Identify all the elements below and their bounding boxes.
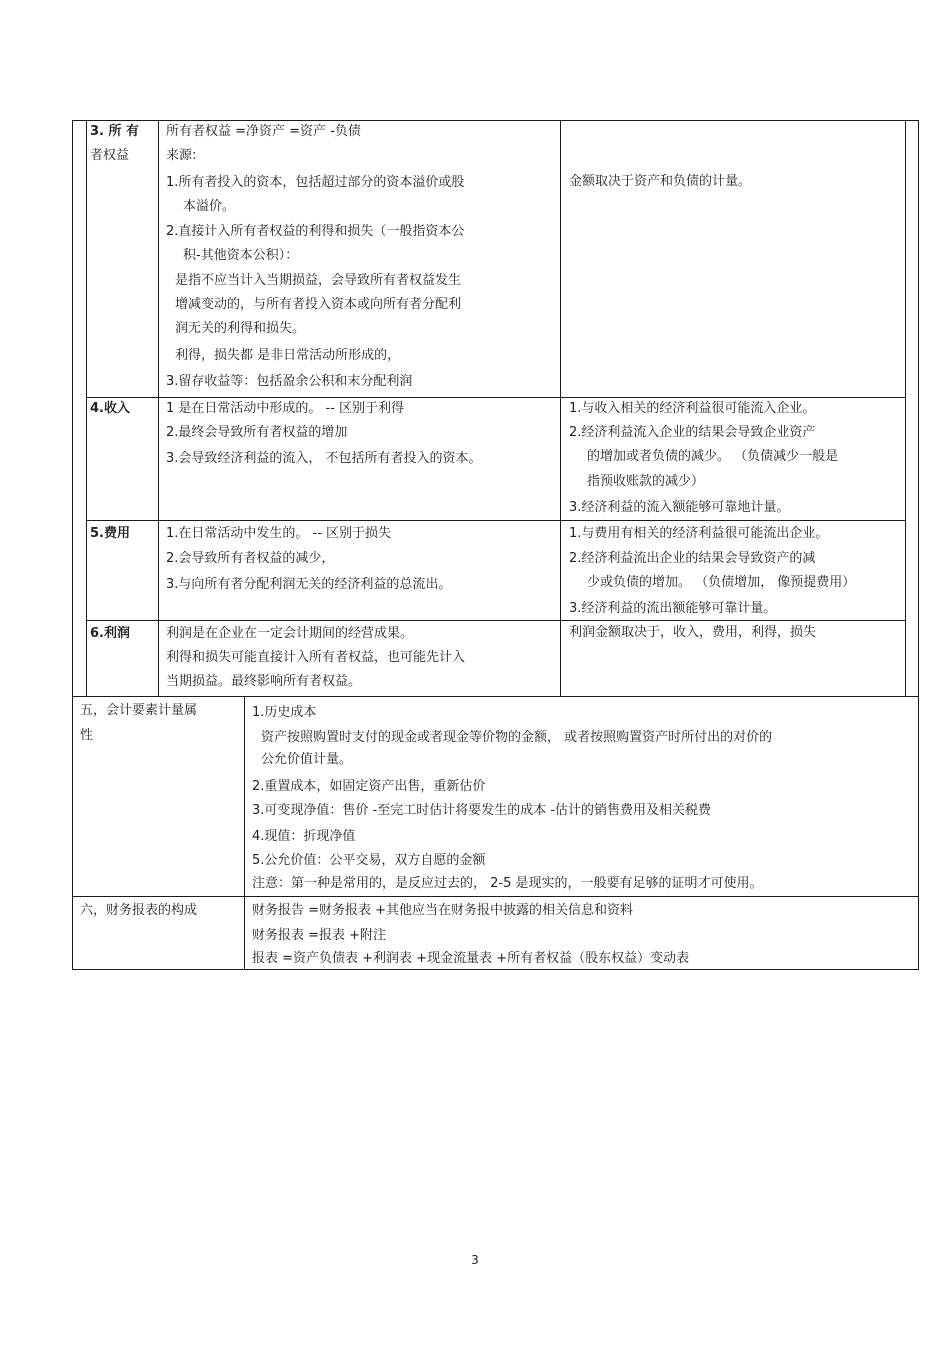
measurement-line: 1.历史成本 bbox=[252, 705, 317, 720]
expense-line: 1.在日常活动中发生的。 -- 区别于损失 bbox=[166, 526, 392, 541]
expense-line: 2.会导致所有者权益的减少， bbox=[166, 551, 335, 566]
rule-label-col bbox=[158, 120, 159, 697]
measurement-line: 资产按照购置时支付的现金或者现金等价物的金额， 或者按照购置资产时所付出的对价的 bbox=[261, 730, 773, 745]
measurement-line: 公允价值计量。 bbox=[261, 752, 353, 767]
revenue-line: 1 是在日常活动中形成的。 -- 区别于利得 bbox=[166, 401, 405, 416]
rule-top bbox=[72, 120, 919, 121]
revenue-right: 3.经济利益的流入额能够可靠地计量。 bbox=[569, 500, 790, 515]
statements-line: 财务报告 =财务报表 +其他应当在财务报中披露的相关信息和资料 bbox=[252, 903, 634, 918]
revenue-line: 3.会导致经济利益的流入， 不包括所有者投入的资本。 bbox=[166, 451, 482, 466]
expense-right: 3.经济利益的流出额能够可靠计量。 bbox=[569, 601, 777, 616]
rule-left-inner bbox=[86, 120, 87, 697]
rule-mid-col bbox=[560, 120, 561, 697]
profit-line: 利得和损失可能直接计入所有者权益，也可能先计入 bbox=[166, 650, 466, 665]
rule-right-outer bbox=[918, 120, 919, 970]
rule-revenue-top bbox=[86, 397, 905, 398]
revenue-right: 2.经济利益流入企业的结果会导致企业资产 bbox=[569, 425, 816, 440]
measurement-line: 5.公允价值：公平交易，双方自愿的金额 bbox=[252, 853, 486, 868]
revenue-label: 4.收入 bbox=[90, 401, 130, 416]
owners-equity-line: 积-其他资本公积）： bbox=[183, 248, 299, 263]
rule-statements-top bbox=[72, 896, 919, 897]
rule-left-outer bbox=[72, 120, 73, 970]
revenue-right: 1.与收入相关的经济利益很可能流入企业。 bbox=[569, 401, 816, 416]
owners-equity-label-b: 者权益 bbox=[90, 148, 130, 163]
profit-line: 当期损益。最终影响所有者权益。 bbox=[166, 674, 362, 689]
owners-equity-line: 所有者权益 =净资产 =资产 -负债 bbox=[166, 124, 361, 139]
owners-equity-line: 本溢价。 bbox=[183, 199, 236, 214]
revenue-line: 2.最终会导致所有者权益的增加 bbox=[166, 425, 348, 440]
statements-line: 报表 =资产负债表 +利润表 +现金流量表 +所有者权益（股东权益）变动表 bbox=[252, 951, 690, 966]
rule-right-inner bbox=[905, 120, 906, 697]
owners-equity-line: 来源: bbox=[166, 148, 197, 163]
statements-line: 财务报表 =报表 +附注 bbox=[252, 928, 387, 943]
expense-label: 5.费用 bbox=[90, 526, 130, 541]
measurement-label-b: 性 bbox=[80, 728, 94, 743]
owners-equity-line: 增减变动的，与所有者投入资本或向所有者分配利 bbox=[175, 297, 462, 312]
rule-lower-label-col bbox=[244, 696, 245, 970]
rule-bottom bbox=[72, 969, 919, 970]
expense-line: 3.与向所有者分配利润无关的经济利益的总流出。 bbox=[166, 577, 452, 592]
measurement-label-a: 五，会计要素计量属 bbox=[80, 703, 198, 718]
owners-equity-line: 2.直接计入所有者权益的利得和损失（一般指资本公 bbox=[166, 224, 465, 239]
owners-equity-label-a: 3. 所 有 bbox=[90, 124, 140, 139]
measurement-line: 3.可变现净值：售价 -至完工时估计将要发生的成本 -估计的销售费用及相关税费 bbox=[252, 803, 712, 818]
statements-label: 六，财务报表的构成 bbox=[80, 903, 198, 918]
expense-right: 2.经济利益流出企业的结果会导致资产的减 bbox=[569, 551, 816, 566]
expense-right: 少或负债的增加。 （负债增加， 像预提费用） bbox=[587, 575, 856, 590]
rule-profit-top bbox=[86, 620, 905, 621]
page-number: 3 bbox=[471, 1253, 479, 1267]
measurement-line: 4.现值：折现净值 bbox=[252, 829, 356, 844]
measurement-line: 注意：第一种是常用的，是反应过去的， 2-5 是现实的，一般要有足够的证明才可使用。 bbox=[252, 876, 763, 891]
revenue-right: 的增加或者负债的减少。 （负债减少一般是 bbox=[587, 449, 839, 464]
owners-equity-line: 利得，损失都 是非日常活动所形成的， bbox=[175, 348, 401, 363]
profit-line: 利润是在企业在一定会计期间的经营成果。 bbox=[166, 626, 414, 641]
profit-right: 利润金额取决于，收入，费用，利得，损失 bbox=[569, 625, 817, 640]
expense-right: 1.与费用有相关的经济利益很可能流出企业。 bbox=[569, 526, 829, 541]
owners-equity-line: 润无关的利得和损失。 bbox=[175, 321, 306, 336]
revenue-right: 指预收账款的减少） bbox=[587, 474, 705, 489]
owners-equity-line: 是指不应当计入当期损益，会导致所有者权益发生 bbox=[175, 273, 462, 288]
rule-expense-top bbox=[86, 520, 905, 521]
rule-measurement-top bbox=[72, 696, 919, 697]
owners-equity-line: 1.所有者投入的资本，包括超过部分的资本溢价或股 bbox=[166, 175, 465, 190]
owners-equity-line: 3.留存收益等：包括盈余公积和末分配利润 bbox=[166, 374, 413, 389]
profit-label: 6.利润 bbox=[90, 626, 130, 641]
measurement-line: 2.重置成本，如固定资产出售，重新估价 bbox=[252, 779, 486, 794]
owners-equity-right: 金额取决于资产和负债的计量。 bbox=[569, 174, 752, 189]
